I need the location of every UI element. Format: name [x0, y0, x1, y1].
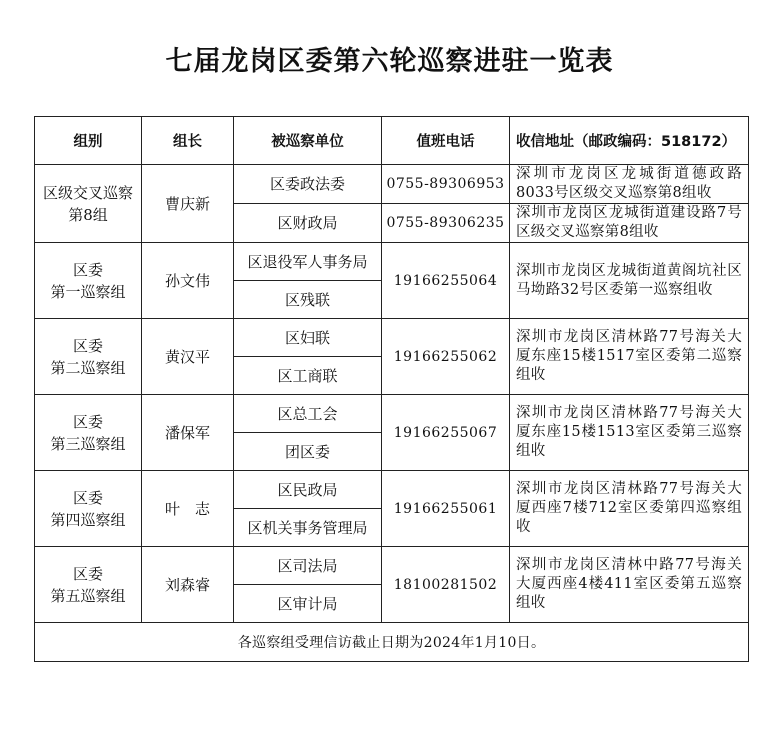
- group-name: [35, 243, 142, 319]
- table-row: [35, 395, 749, 433]
- mailing-address: 深圳市龙岗区清林路77号海关大厦西座7楼712室区委第四巡察组收: [510, 471, 749, 547]
- group-name-line1: 区委: [72, 260, 103, 279]
- table-row: [35, 547, 749, 585]
- group-name-line2: 第五巡察组: [50, 586, 126, 605]
- inspected-unit: 区审计局: [234, 585, 382, 623]
- table-row: [35, 319, 749, 357]
- duty-phone: 19166255062: [382, 319, 510, 395]
- mailing-address: 深圳市龙岗区龙城街道德政路8033号区级交叉巡察第8组收: [510, 165, 749, 204]
- group-name-line2: 第四巡察组: [50, 510, 126, 529]
- group-name: [35, 547, 142, 623]
- duty-phone: 19166255067: [382, 395, 510, 471]
- group-leader: 曹庆新: [142, 165, 234, 243]
- duty-phone: 0755-89306235: [382, 204, 510, 243]
- header-unit: 被巡察单位: [234, 117, 382, 165]
- mailing-address: 深圳市龙岗区清林路77号海关大厦东座15楼1513室区委第三巡察组收: [510, 395, 749, 471]
- inspected-unit: 区残联: [234, 281, 382, 319]
- document-title: 七届龙岗区委第六轮巡察进驻一览表: [165, 46, 614, 77]
- duty-phone: 19166255061: [382, 471, 510, 547]
- group-leader: 叶 志: [142, 471, 234, 547]
- group-name-line1: 区委: [72, 336, 103, 355]
- group-name-line1: 区委: [72, 412, 103, 431]
- mailing-address: 深圳市龙岗区龙城街道建设路7号区级交叉巡察第8组收: [510, 204, 749, 243]
- group-name: [35, 165, 142, 243]
- table-footer-row: [35, 623, 749, 662]
- duty-phone: 19166255064: [382, 243, 510, 319]
- duty-phone: 0755-89306953: [382, 165, 510, 204]
- table-row: [35, 471, 749, 509]
- inspection-table: [34, 116, 749, 662]
- inspected-unit: 区总工会: [234, 395, 382, 433]
- inspected-unit: 区工商联: [234, 357, 382, 395]
- inspected-unit: 区委政法委: [234, 165, 382, 204]
- table-row: [35, 243, 749, 281]
- header-phone: 值班电话: [382, 117, 510, 165]
- group-name: [35, 395, 142, 471]
- inspected-unit: 区妇联: [234, 319, 382, 357]
- header-leader: 组长: [142, 117, 234, 165]
- table-row: [35, 165, 749, 204]
- inspected-unit: 区退役军人事务局: [234, 243, 382, 281]
- group-leader: 黄汉平: [142, 319, 234, 395]
- inspected-unit: 区机关事务管理局: [234, 509, 382, 547]
- group-name-line2: 第三巡察组: [50, 434, 126, 453]
- group-leader: 孙文伟: [142, 243, 234, 319]
- group-name-text: 区级交叉巡察第8组: [43, 183, 134, 224]
- inspected-unit: 区司法局: [234, 547, 382, 585]
- group-leader: 潘保军: [142, 395, 234, 471]
- inspected-unit: 团区委: [234, 433, 382, 471]
- group-name-line1: 区委: [72, 564, 103, 583]
- table-header-row: [35, 117, 749, 165]
- footer-note: 各巡察组受理信访截止日期为2024年1月10日。: [35, 623, 749, 662]
- header-group: 组别: [35, 117, 142, 165]
- group-name: [35, 471, 142, 547]
- inspected-unit: 区财政局: [234, 204, 382, 243]
- group-name-line2: 第二巡察组: [50, 358, 126, 377]
- header-address: 收信地址（邮政编码：518172）: [510, 117, 749, 165]
- duty-phone: 18100281502: [382, 547, 510, 623]
- group-name-line1: 区委: [72, 488, 103, 507]
- mailing-address: 深圳市龙岗区清林中路77号海关大厦西座4楼411室区委第五巡察组收: [510, 547, 749, 623]
- inspected-unit: 区民政局: [234, 471, 382, 509]
- mailing-address: 深圳市龙岗区龙城街道黄阁坑社区马坳路32号区委第一巡察组收: [510, 243, 749, 319]
- mailing-address: 深圳市龙岗区清林路77号海关大厦东座15楼1517室区委第二巡察组收: [510, 319, 749, 395]
- group-name-line2: 第一巡察组: [50, 282, 126, 301]
- group-leader: 刘森睿: [142, 547, 234, 623]
- group-name: [35, 319, 142, 395]
